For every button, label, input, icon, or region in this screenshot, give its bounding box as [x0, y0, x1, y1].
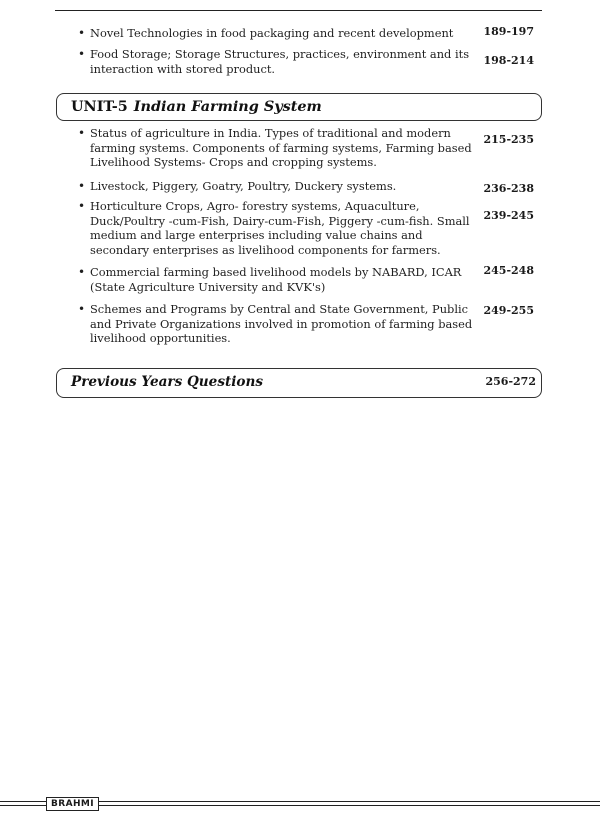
page-range: 189-197 [483, 25, 534, 38]
unit-title [71, 98, 322, 115]
bullet-icon: • [78, 302, 86, 316]
item-text: Food Storage; Storage Structures, practices, environment and its interaction with stored product. [90, 47, 470, 76]
unit-name: Indian Farming System [133, 98, 322, 115]
list-item [78, 199, 478, 257]
item-text: Horticulture Crops, Agro- forestry systems, Aquaculture, Duck/Poultry -cum-Fish, Dairy-cum-Fish, Piggery -cum-fish. Small medium and large enterprises including value chains and secondary enterprises as livelihood components for farmers. [90, 199, 470, 257]
bullet-icon: • [78, 265, 86, 279]
unit-header [56, 93, 542, 121]
page-range: 249-255 [483, 304, 534, 317]
list-item [78, 179, 478, 194]
item-text: Schemes and Programs by Central and State Government, Public and Private Organizations involved in promotion of farming based livelihood opportunities. [90, 302, 473, 346]
item-text: Livestock, Piggery, Goatry, Poultry, Duckery systems. [90, 179, 397, 193]
pyq-page-range: 256-272 [485, 375, 536, 388]
bullet-icon: • [78, 199, 86, 213]
page-range: 198-214 [483, 54, 534, 67]
unit-number: UNIT-5 [71, 98, 128, 115]
footer-brand: BRAHMI [46, 797, 99, 811]
page-range: 245-248 [483, 264, 534, 277]
list-item [78, 265, 478, 294]
top-rule [55, 10, 542, 11]
list-item [78, 47, 478, 76]
bullet-icon: • [78, 26, 86, 40]
list-item [78, 302, 478, 346]
list-item [78, 26, 478, 41]
item-text: Commercial farming based livelihood models by NABARD, ICAR (State Agriculture University and KVK's) [90, 265, 462, 294]
page-range: 236-238 [483, 182, 534, 195]
item-text: Novel Technologies in food packaging and recent development [90, 26, 454, 40]
pyq-title: Previous Years Questions [71, 374, 264, 390]
list-item [78, 126, 478, 170]
item-text: Status of agriculture in India. Types of traditional and modern farming systems. Components of farming systems, Farming based Livelihood Systems- Crops and cropping systems. [90, 126, 472, 170]
bullet-icon: • [78, 126, 86, 140]
bullet-icon: • [78, 179, 86, 193]
bullet-icon: • [78, 47, 86, 61]
pyq-box[interactable] [56, 368, 542, 398]
page-range: 215-235 [483, 133, 534, 146]
page-range: 239-245 [483, 209, 534, 222]
